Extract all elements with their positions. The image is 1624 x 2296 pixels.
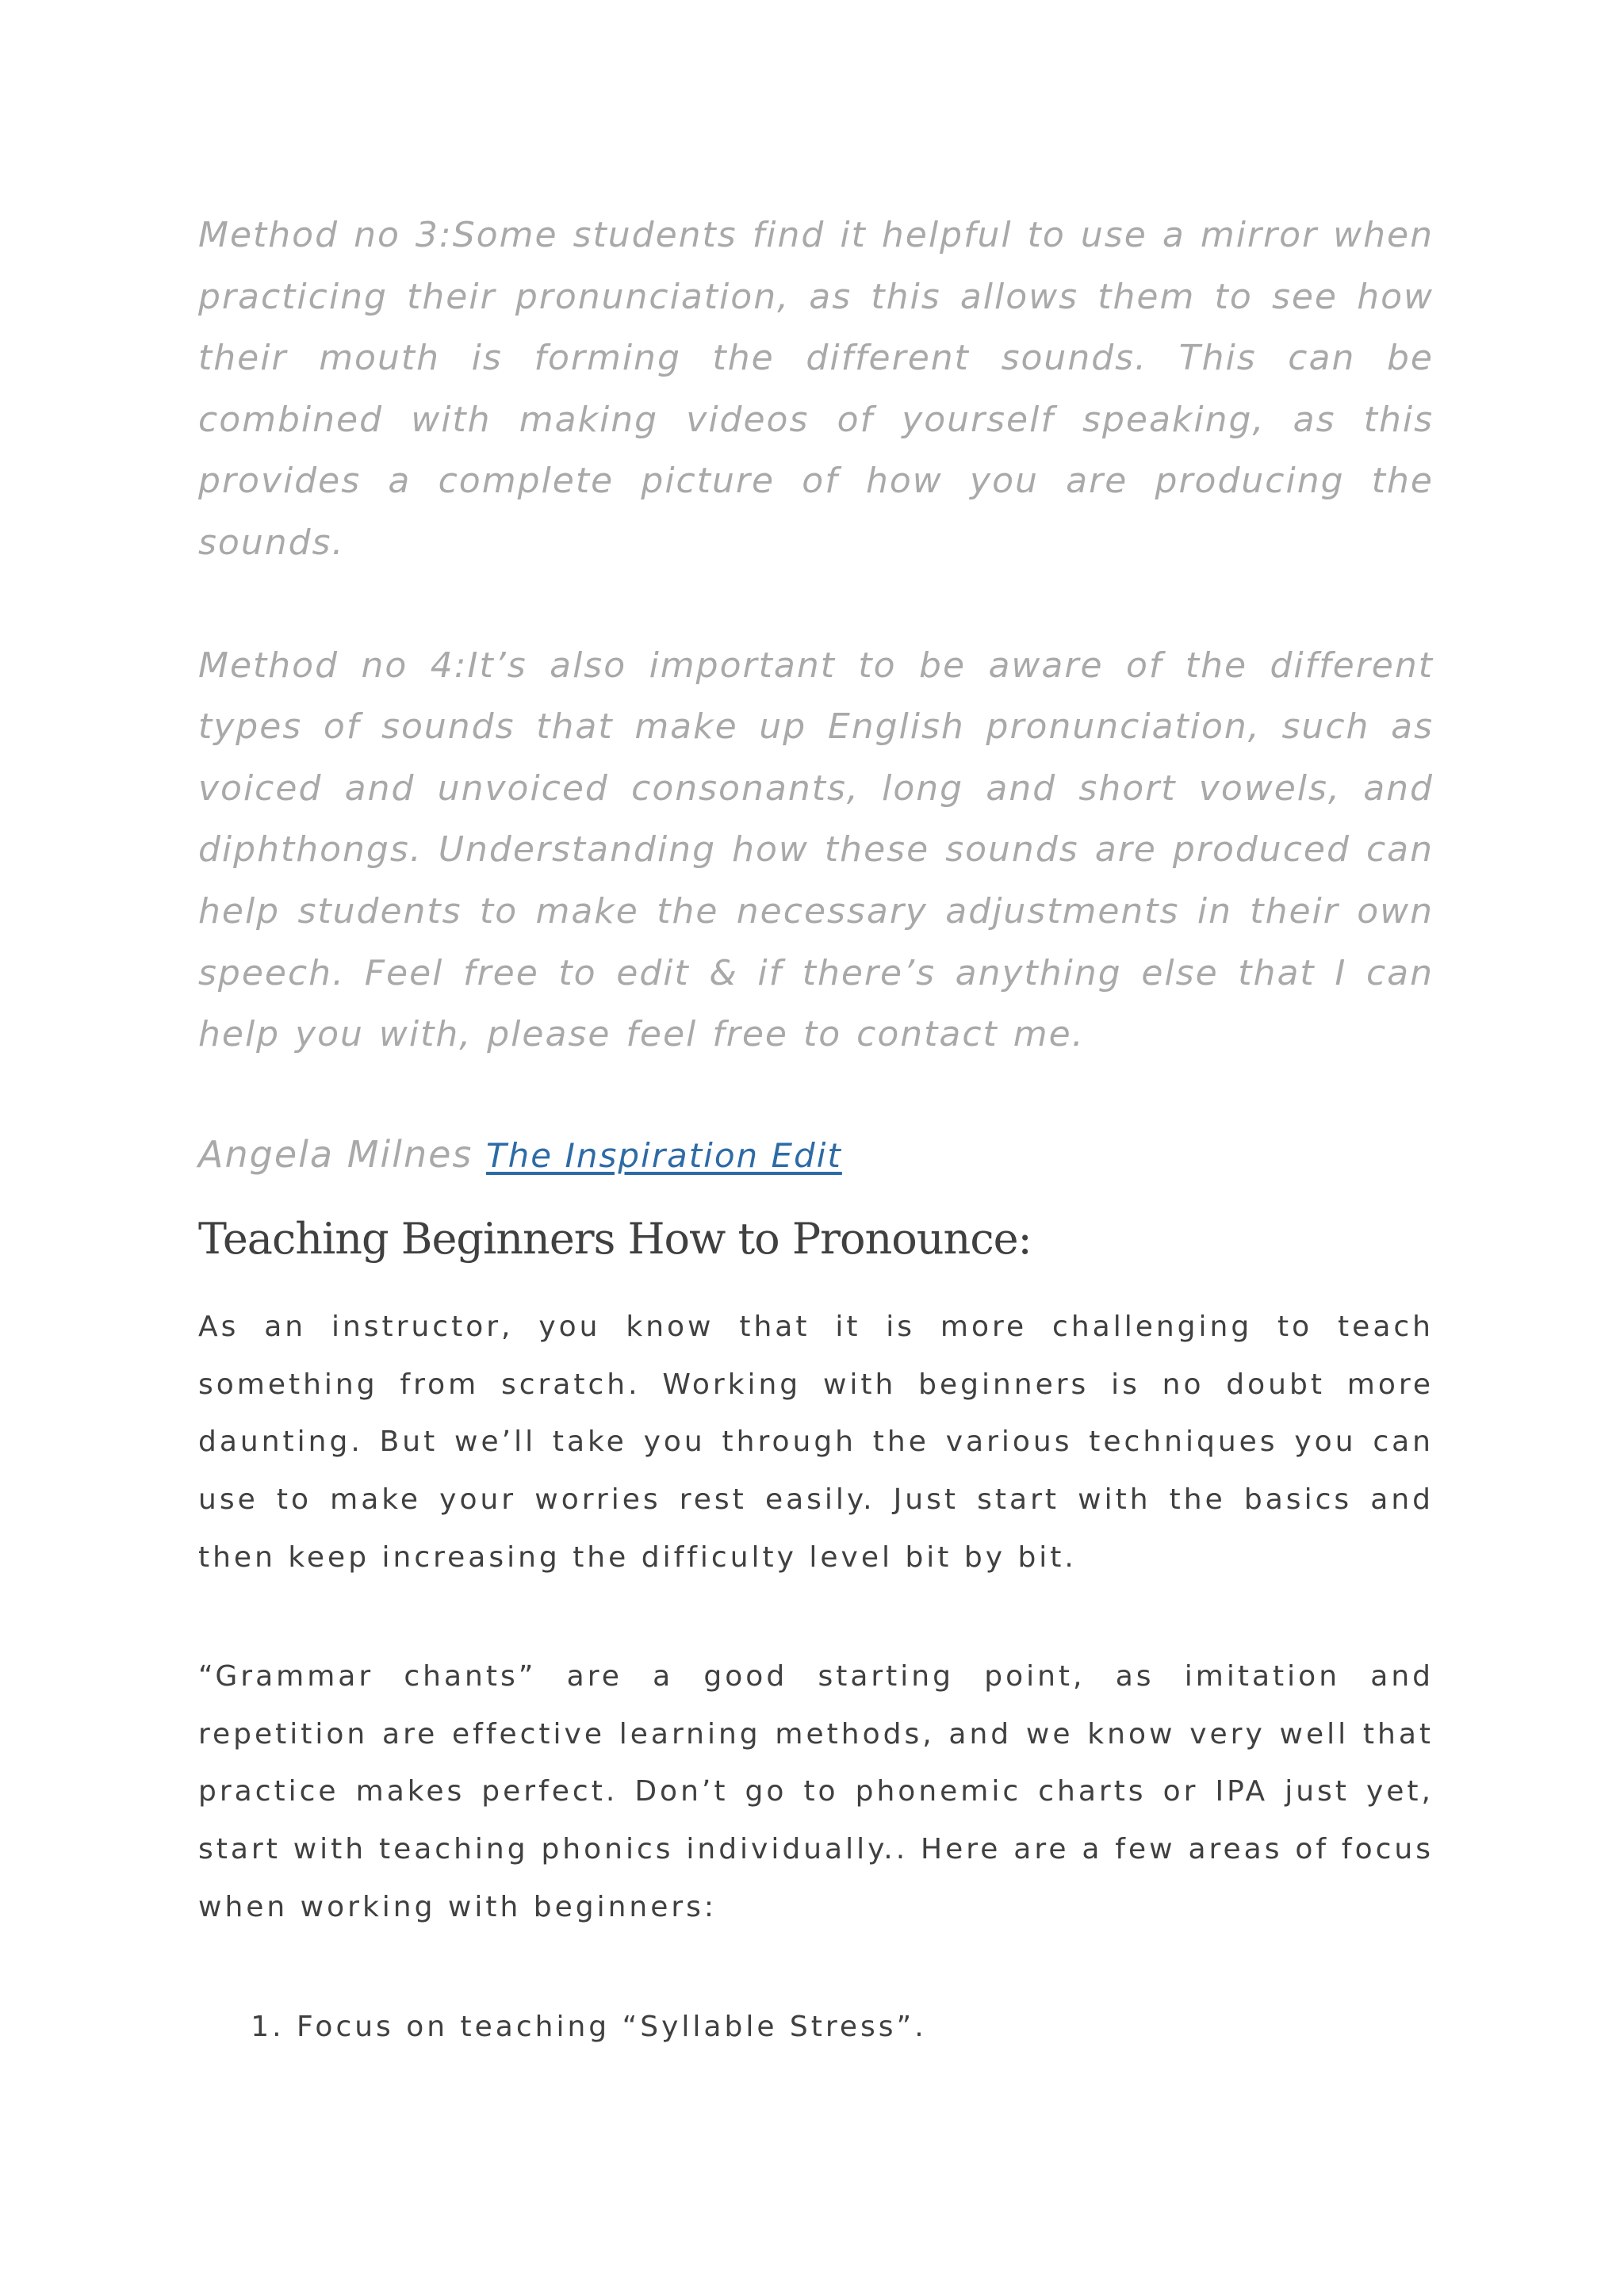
inspiration-edit-link[interactable]: The Inspiration Edit — [486, 1135, 842, 1175]
document-page — [198, 205, 1434, 2056]
intro-paragraph: As an instructor, you know that it is more challenging to teach something from scratch. Working with beginners is no doubt more daunting. But we’ll take you through the various techniques you can use to make your worries rest easily. Just start with the basics and then keep increasing the difficulty level bit by bit. — [198, 1310, 1434, 1574]
author-name: Angela Milnes — [198, 1132, 473, 1176]
section-heading: Teaching Beginners How to Pronounce: — [198, 1213, 1032, 1264]
author-attribution — [198, 1131, 1434, 1180]
focus-areas-list — [198, 1999, 1434, 2057]
method-4-quote: Method no 4:It’s also important to be aware of the different types of sounds that make up English pronunciation, such as voiced and unvoiced consonants, long and short vowels, and diphthongs. Understanding how these sounds are produced can help students to make the necessary adjustments in their own speech. Feel free to edit & if there’s anything else that I can help you with, please feel free to contact me. — [198, 645, 1434, 1055]
list-item: 1. Focus on teaching “Syllable Stress”. — [297, 1999, 1434, 2057]
method-3-quote: Method no 3:Some students find it helpful to use a mirror when practicing their pronunciation, as this allows them to see how their mouth is forming the different sounds. This can be combined with making videos of yourself speaking, as this provides a complete picture of how you are producing the sounds. — [198, 215, 1434, 563]
grammar-chants-paragraph: “Grammar chants” are a good starting point, as imitation and repetition are effective learning methods, and we know very well that practice makes perfect. Don’t go to phonemic charts or IPA just yet, start with teaching phonics individually.. Here are a few areas of focus when working with beginners: — [198, 1659, 1434, 1923]
